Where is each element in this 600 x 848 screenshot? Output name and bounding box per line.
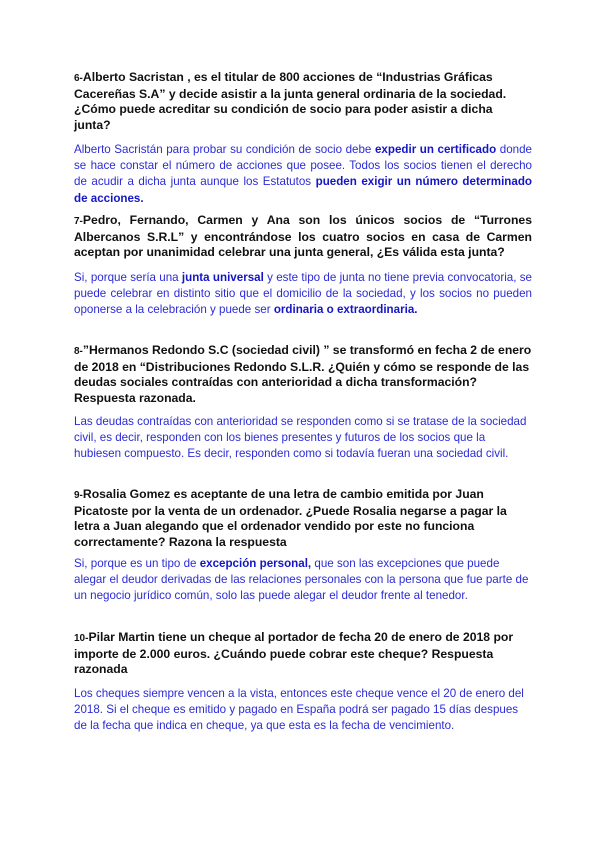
question-number: 7- bbox=[74, 216, 83, 227]
question-number: 10- bbox=[74, 633, 89, 644]
answer-text bbox=[74, 556, 532, 605]
question-text bbox=[74, 487, 532, 550]
question-block-8 bbox=[74, 343, 532, 406]
answer-segment: Si, porque sería una bbox=[74, 271, 182, 284]
question-block-6 bbox=[74, 70, 532, 133]
answer-highlight: pueden exigir un número determinado de acciones. bbox=[74, 175, 533, 205]
question-body: Pedro, Fernando, Carmen y Ana son los únicos socios de “Turrones Albercanos S.R.L” y encontrándose los cuatro socios en casa de Carmen aceptan por unanimidad celebrar una junta general, ¿Es válida esta junta? bbox=[74, 213, 532, 260]
answer-block-9 bbox=[74, 556, 532, 605]
question-block-9 bbox=[74, 487, 532, 550]
question-text bbox=[74, 213, 532, 261]
question-number: 8- bbox=[74, 346, 83, 357]
question-text bbox=[74, 630, 532, 678]
answer-segment: y este tipo de junta no tiene previa convocatoria, se puede celebrar en distinto sitio que el domicilio de la sociedad, y los socios no pueden oponerse a la celebración y puede ser bbox=[74, 271, 533, 317]
answer-segment: Los cheques siempre vencen a la vista, entonces este cheque vence el 20 de enero del 2018. Si el cheque es emitido y pagado en España podrá ser pagado 15 días despues de la fecha que indica en cheque, ya que esta es la fecha de vencimiento. bbox=[74, 687, 524, 733]
question-body: Alberto Sacristan , es el titular de 800 acciones de “Industrias Gráficas Cacereñas S.A” y decide asistir a la junta general ordinaria de la sociedad. ¿Cómo puede acreditar su condición de socio para poder asistir a dicha junta? bbox=[74, 70, 507, 132]
question-text bbox=[74, 70, 532, 133]
answer-highlight: junta universal bbox=[181, 271, 264, 284]
question-text bbox=[74, 343, 532, 406]
answer-highlight: expedir un certificado bbox=[374, 143, 497, 156]
answer-segment: Si, porque es un tipo de bbox=[74, 557, 200, 570]
answer-segment: Las deudas contraídas con anterioridad se responden como si se tratase de la sociedad civil, es decir, responden con los bienes presentes y futuros de los socios que la hubiesen compuesto. Es decir, responden como si todavía fueran una sociedad civil. bbox=[74, 415, 527, 461]
answer-block-8 bbox=[74, 414, 532, 463]
question-body: Pilar Martin tiene un cheque al portador de fecha 20 de enero de 2018 por importe de 2.000 euros. ¿Cuándo puede cobrar este cheque? Respuesta razonada bbox=[74, 630, 514, 677]
question-body: Rosalia Gomez es aceptante de una letra de cambio emitida por Juan Picatoste por la venta de un ordenador. ¿Puede Rosalia negarse a pagar la letra a Juan alegando que el ordenador vendido por este no funciona correctamente? Razona la respuesta bbox=[74, 487, 507, 549]
question-body: ”Hermanos Redondo S.C (sociedad civil) ” se transformó en fecha 2 de enero de 2018 en “Distribuciones Redondo S.L.R. ¿Quién y cómo se responde de las deudas sociales contraídas con anterioridad a dicha transformación? Respuesta razonada. bbox=[74, 343, 532, 405]
answer-text bbox=[74, 414, 532, 463]
answer-segment: que son las excepciones que puede alegar el deudor derivadas de las relaciones personales con la persona que fue parte de un negocio jurídico común, solo las puede alegar el deudor frente al tenedor. bbox=[74, 557, 529, 603]
answer-text bbox=[74, 270, 532, 319]
answer-block-7 bbox=[74, 270, 532, 319]
answer-highlight: excepción personal, bbox=[199, 557, 312, 570]
answer-text bbox=[74, 142, 532, 207]
question-number: 9- bbox=[74, 490, 83, 501]
question-number: 6- bbox=[74, 73, 83, 84]
answer-text bbox=[74, 686, 532, 735]
answer-block-10 bbox=[74, 686, 532, 735]
answer-highlight: ordinaria o extraordinaria. bbox=[273, 303, 418, 317]
answer-segment: Alberto Sacristán para probar su condición de socio debe bbox=[74, 143, 375, 156]
question-block-10 bbox=[74, 630, 532, 678]
answer-block-6 bbox=[74, 142, 532, 207]
answer-segment: donde se hace constar el número de acciones que posee. Todos los socios tienen el derecho de acudir a dicha junta aunque los Estatutos bbox=[74, 143, 532, 189]
question-block-7 bbox=[74, 213, 532, 261]
